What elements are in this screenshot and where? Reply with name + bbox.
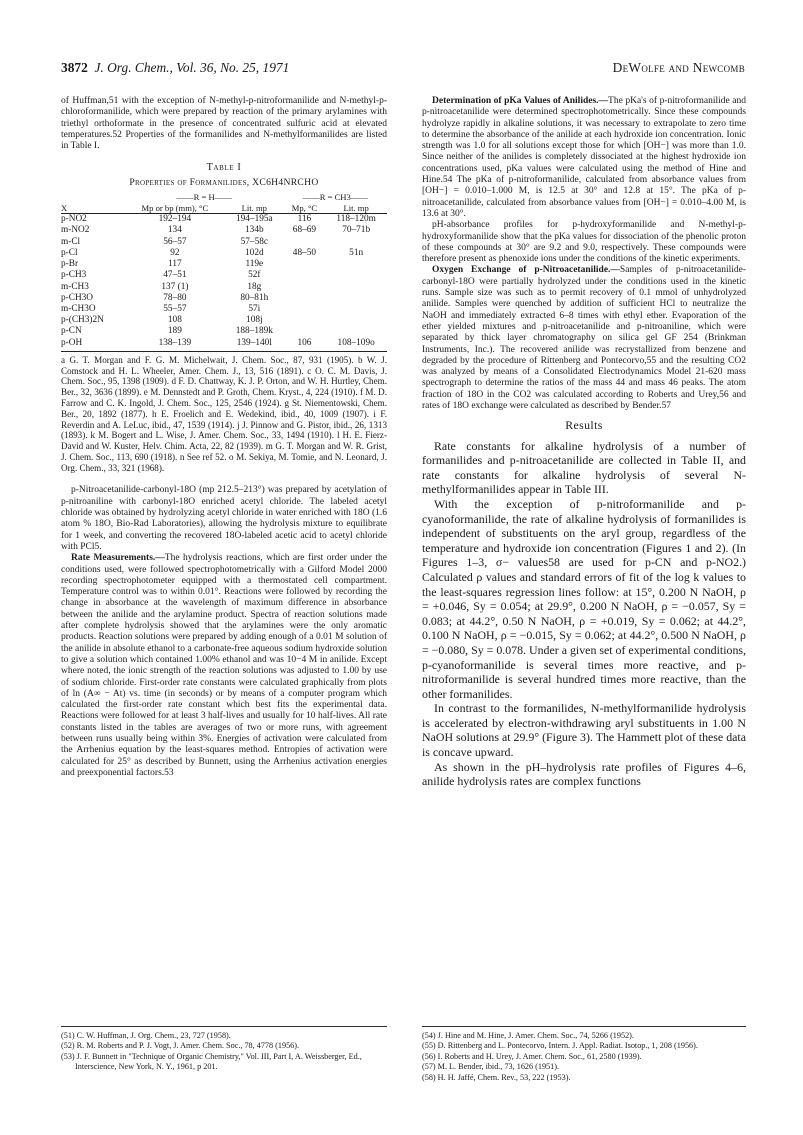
- table-row: [61, 225, 387, 236]
- cell-substituent: p-Cl: [61, 247, 78, 258]
- table-row: [61, 259, 387, 270]
- cell-mp-bp: 117: [168, 259, 182, 270]
- cell-lit-mp-methyl: [325, 270, 387, 281]
- table-title: Table I: [206, 162, 242, 174]
- table-row: [61, 270, 387, 281]
- reference-item: (58) H. H. Jaffé, Chem. Rev., 53, 222 (1953).: [422, 1072, 571, 1082]
- table-row: [61, 237, 387, 248]
- table-footnotes: a G. T. Morgan and F. G. M. Michelwait, J. Chem. Soc., 87, 931 (1905). b W. J. Comstock and H. L. Wheeler, Amer. Chem. J., 13, 516 (1891). c O. C. M. Davis, J. Chem. Soc., 95, 1398 (1909). d F. D. Chattway, K. J. P. Orton, and W. H. Hurtley, Chem. Ber., 32, 3636 (1899). e M. Dennstedt and P. Groth, Chem. Kryst., 4, 224 (1910). f M. D. Farrow and C. K. Ingold, J. Chem. Soc., 125, 2546 (1924). g St. Niementowski, Chem. Ber., 20, 1892 (1877). h E. Froelich and E. Wedekind, ibid., 40, 1009 (1907). i F. Reverdin and A. LeLuc, ibid., 47, 1539 (1914). j J. Pinnow and G. Pistor, ibid., 26, 1313 (1893). k M. Bogert and L. Wise, J. Amer. Chem. Soc., 33, 1494 (1910). l H. E. Fierz-David and W. Kuster, Helv. Chim. Acta, 22, 82 (1939). m G. T. Morgan and W. R. Grist, J. Chem. Soc., 113, 690 (1918). n See ref 52. o M. Sekiya, M. Tomie, and N. Leonard, J. Org. Chem., 33, 321 (1968).: [61, 354, 387, 473]
- col-header-lit-mp-2: Lit. mp: [325, 203, 387, 214]
- header-citation: [61, 60, 289, 76]
- cell-lit-mp: 80–81h: [240, 292, 269, 303]
- results-body: [422, 439, 746, 789]
- table-row: [61, 326, 387, 337]
- cell-mp-bp: 138–139: [125, 338, 225, 352]
- oxygen-exchange-heading: Oxygen Exchange of p-Nitroacetanilide.—: [432, 265, 620, 276]
- col-header-mp: Mp, °C: [284, 203, 326, 214]
- cell-mp-bp: 47–51: [163, 270, 187, 281]
- cell-substituent: m-NO2: [61, 225, 90, 236]
- cell-lit-mp: 194–195a: [235, 214, 273, 225]
- cell-mp-bp: 189: [167, 326, 182, 337]
- rate-measurements-heading: Rate Measurements.—: [71, 553, 165, 564]
- cell-mp-bp: 55–57: [163, 303, 187, 314]
- table-row: [61, 315, 387, 326]
- reference-item: (55) D. Rittenberg and L. Pontecorvo, Intern. J. Appl. Radiat. Isotop., 1, 208 (1956).: [422, 1041, 698, 1051]
- cell-lit-mp: 108j: [246, 315, 263, 326]
- cell-substituent: m-Cl: [61, 236, 81, 247]
- page-header: [61, 60, 745, 80]
- cell-lit-mp-methyl: [325, 326, 387, 337]
- cell-mp-methyl: [284, 326, 326, 337]
- cell-substituent: m-CH3O: [61, 303, 96, 314]
- cell-mp-bp: 192–194: [158, 214, 192, 225]
- cell-lit-mp: 119e: [245, 259, 264, 270]
- results-paragraph-1: Rate constants for alkaline hydrolysis of a number of formanilides and p-nitroacetanilide are collected in Table II, and rate constants for alkaline hydrolysis of several N-methylformanilides appear in Table III.: [422, 438, 746, 497]
- cell-mp-methyl: [284, 282, 326, 293]
- results-paragraph-2: With the exception of p-nitroformanilide and p-cyanoformanilide, the rate of alkaline hydrolysis of formanilides is independent of substituents on the aryl group, regardless of the temperature and hydroxide ion concentration (Figures 1 and 2). (In Figures 1–3, σ− values58 are used for p-CN and p-NO2.) Calculated ρ values and standard errors of fit of the log k values to the least-squares regression lines follow: at 15°, 0.200 N NaOH, ρ = +0.046, Sy = 0.054; at 29.9°, 0.200 N NaOH, ρ = −0.057, Sy = 0.083; at 44.2°, 0.50 N NaOH, ρ = +0.019, Sy = 0.062; at 44.2°, 0.100 N NaOH, ρ = −0.015, Sy = 0.062; at 44.2°, 0.500 N NaOH, ρ = −0.080, Sy = 0.078. Under a given set of experimental conditions, p-cyanoformanilide is several times more reactive, and p-nitroformanilide is several hundred times more reactive, than the other formanilides.: [422, 496, 746, 701]
- reference-item: (56) I. Roberts and H. Urey, J. Amer. Chem. Soc., 61, 2580 (1939).: [422, 1051, 642, 1061]
- cell-lit-mp-methyl: 118–120m: [336, 214, 376, 225]
- cell-mp-bp: 56–57: [163, 236, 187, 247]
- results-paragraph-3: In contrast to the formanilides, N-methylformanilide hydrolysis is accelerated by electron-withdrawing aryl substituents in 1.00 N NaOH solutions at 29.9° (Figure 3). The Hammett plot of these data is concave upward.: [422, 701, 746, 760]
- cell-mp-bp: 108: [167, 315, 182, 326]
- rate-measurements-paragraph: [61, 553, 387, 779]
- cell-lit-mp-methyl: [325, 237, 387, 248]
- cell-mp-methyl: [284, 315, 326, 326]
- reference-item: (53) J. F. Bunnett in "Technique of Organic Chemistry," Vol. III, Part I, A. Weissberger, Ed., Interscience, New York, N. Y., 1961, p 201.: [61, 1051, 362, 1072]
- page-number: 3872: [61, 60, 88, 75]
- cell-lit-mp: 188–189k: [235, 326, 273, 337]
- group-header-h: ——R = H——: [176, 192, 232, 203]
- left-column: [61, 96, 387, 779]
- right-column: [422, 96, 746, 789]
- cell-lit-mp-methyl: [325, 293, 387, 304]
- cell-mp-methyl: [284, 304, 326, 315]
- cell-lit-mp: 134b: [245, 225, 264, 236]
- group-header-ch3: ——R = CH3——: [302, 192, 369, 203]
- col-header-x: X: [61, 203, 125, 214]
- table-row: [61, 214, 387, 226]
- cell-lit-mp-methyl: [325, 259, 387, 270]
- cell-mp-methyl: [284, 270, 326, 281]
- properties-table: [61, 192, 387, 352]
- cell-mp-bp: 134: [167, 225, 182, 236]
- table-row: [61, 248, 387, 259]
- cell-lit-mp-methyl: 51n: [349, 247, 364, 258]
- cell-mp-methyl: 116: [297, 214, 312, 225]
- table-row: [61, 304, 387, 315]
- pka-paragraph: [422, 96, 746, 220]
- col-header-mp-bp: Mp or bp (mm), °C: [125, 203, 225, 214]
- volume-issue: Vol. 36, No. 25, 1971: [176, 60, 290, 75]
- cell-mp-methyl: [284, 259, 326, 270]
- cell-substituent: p-CH3O: [61, 292, 94, 303]
- cell-substituent: p-(CH3)2N: [61, 315, 104, 326]
- reference-item: (51) C. W. Huffman, J. Org. Chem., 23, 727 (1958).: [61, 1031, 231, 1040]
- cell-mp-bp: 92: [170, 247, 180, 258]
- journal-name: J. Org. Chem.,: [94, 60, 173, 75]
- cell-substituent: p-OH: [61, 338, 125, 352]
- pka-heading: Determination of pKa Values of Anilides.—: [432, 96, 609, 106]
- table-caption: Properties of Formanilides, XC6H4NRCHO: [129, 176, 319, 188]
- cell-mp-methyl: 106: [284, 338, 326, 352]
- pka-text: The pKa's of p-nitroformanilide and p-nitroacetanilide were determined spectrophotometrically. Since these compounds hydrolyze rapidly in alkaline solutions, it was necessary to extrapolate to zero time to determine the absorbance of the anilide at each hydroxide ion concentration. Ionic strength was 1.0 for all solutions except those for which [OH−] was more than 1.0. Since neither of the anilides is completely dissociated at the highest hydroxide ion concentrations used, pKa values were calculated using the method of Hine and Hine.54 The pKa of p-nitroformanilide, calculated from absorbance values from [OH−] = 0.010–1.000 M, is 12.5 at 30° and 12.8 at 15°. The pKa of p-nitroacetanilide, calculated from absorbance values from [OH−] = 0.010–4.00 M, is 13.6 at 30°.: [422, 96, 746, 219]
- cell-lit-mp: 139–140l: [225, 338, 283, 352]
- cell-lit-mp-methyl: [325, 304, 387, 315]
- cell-mp-methyl: 68–69: [292, 225, 317, 236]
- rate-measurements-text: The hydrolysis reactions, which are first order under the conditions used, were followed spectrophotometrically with a Gilford Model 2000 recording spectrophotometer equipped with a thermostated cell compartment. Temperature control was to within 0.01°. Reactions were followed by recording the change in absorbance at the wavelength of maximum difference in absorbance between the anilide and the arylamine product. Spectra of reaction solutions made after complete hydrolysis showed that the arylamines were the only aromatic products. Reaction solutions were prepared by adding enough of a 0.01 M solution of the anilide in absolute ethanol to a carbonate-free aqueous sodium hydroxide solution to give a solution which contained 1.00% ethanol and was 10−4 M in anilide. Except where noted, the ionic strength of the reaction solutions was adjusted to 1.00 by use of sodium chloride. First-order rate constants were calculated graphically from plots of ln (A∞ − At) vs. time (in seconds) or by means of a computer program which calculated the first-order rate constant which best fits the experimental data. Reactions were followed for at least 3 half-lives and usually for 10 half-lives. All rate constants listed in the tables are averages of two or more runs, with agreement between runs usually being within 3%. Energies of activation were calculated from the Arrhenius equation by the least-squares method. Entropies of activation were calculated for 25° as described by Bunnett, using the Arrhenius activation energies and preexponential factors.53: [61, 553, 387, 778]
- cell-mp-methyl: 48–50: [292, 247, 317, 258]
- cell-substituent: p-Br: [61, 259, 79, 270]
- table-row: [61, 293, 387, 304]
- cell-mp-methyl: [284, 293, 326, 304]
- cell-lit-mp: 57i: [248, 303, 261, 314]
- cell-lit-mp-methyl: [325, 315, 387, 326]
- references-left: [61, 1026, 387, 1073]
- cell-lit-mp-methyl: 70–71b: [342, 225, 371, 236]
- cell-lit-mp: 52f: [248, 270, 261, 281]
- cell-lit-mp: 102d: [245, 247, 264, 258]
- cell-lit-mp: 57–58c: [240, 236, 268, 247]
- cell-mp-bp: 137 (1): [161, 281, 189, 292]
- cell-lit-mp-methyl: [325, 282, 387, 293]
- cell-substituent: p-NO2: [61, 214, 87, 225]
- col-header-lit-mp: Lit. mp: [225, 203, 283, 214]
- cell-mp-methyl: [284, 237, 326, 248]
- references-right: [422, 1026, 746, 1083]
- oxygen-exchange-paragraph: [422, 265, 746, 412]
- cell-lit-mp: 18g: [247, 281, 262, 292]
- cell-substituent: p-CH3: [61, 270, 87, 281]
- cell-substituent: m-CH3: [61, 281, 89, 292]
- intro-paragraph: of Huffman,51 with the exception of N-methyl-p-nitroformanilide and N-methyl-p-chloroformanilide, which were prepared by reaction of the primary arylamines with triethyl orthoformate in the presence of concentrated sulfuric acid at elevated temperatures.52 Properties of the formanilides and N-methylformanilides are listed in Table I.: [61, 96, 387, 152]
- reference-item: (57) M. L. Bender, ibid., 73, 1626 (1951).: [422, 1062, 560, 1072]
- cell-mp-bp: 78–80: [163, 292, 187, 303]
- reference-item: (52) R. M. Roberts and P. J. Vogt, J. Amer. Chem. Soc., 78, 4778 (1956).: [61, 1041, 300, 1051]
- cell-substituent: p-CN: [61, 326, 82, 337]
- cell-lit-mp-methyl: 108–109o: [325, 338, 387, 352]
- results-paragraph-4: As shown in the pH–hydrolysis rate profiles of Figures 4–6, anilide hydrolysis rates are complex functions: [422, 759, 746, 789]
- results-heading: Results: [565, 418, 603, 433]
- table-row: [61, 338, 387, 352]
- nitroacetanilide-paragraph: p-Nitroacetanilide-carbonyl-18O (mp 212.5–213°) was prepared by acetylation of p-nitroaniline with carbonyl-18O enriched acetyl chloride. The labeled acetyl chloride was obtained by hydrolyzing acetyl chloride in water enriched with 18O (1.6 atom % 18O, Bio-Rad Laboratories), allowing the hydrolysis mixture to equilibrate for 1 week, and converting the recovered 18O-labeled acetic acid to acetyl chloride with PCl5.: [61, 485, 387, 552]
- ph-absorbance-paragraph: pH-absorbance profiles for p-hydroxyformanilide and N-methyl-p-hydroxyformanilide show that the pKa values for dissociation of the phenolic proton of these compounds at 30° are 9.2 and 9.0, respectively. These compounds were therefore present as phenoxide ions under the conditions of the kinetic experiments.: [422, 220, 746, 265]
- table-body: [61, 214, 387, 351]
- oxygen-exchange-text: Samples of p-nitroacetanilide-carbonyl-18O were partially hydrolyzed under the conditions used in the kinetic runs. Sample size was such as to permit recovery of 0.1 mmol of unhydrolyzed anilide. Samples were quenched by addition of sufficient HCl to neutralize the NaOH and immediately extracted 6–8 times with ethyl ether. Evaporation of the ether yielded mixtures and p-nitroacetanilide and p-nitroaniline, which were separated by thick layer chromatography on silica gel GF 254 (Brinkman Instruments, Inc.). The recovered anilide was recrystallized from benzene and degraded by the procedure of Rittenberg and Pontecorvo,55 and the resulting CO2 was analyzed by means of a Consolidated Electrodynamics Model 21-620 mass spectrograph to determine the ratios of the mass 44 and mass 46 peaks. The atom fraction of 18O in the CO2 was calculated according to Roberts and Urey,56 and rates of 18O exchange were calculated as described by Bender.57: [422, 265, 746, 412]
- reference-item: (54) J. Hine and M. Hine, J. Amer. Chem. Soc., 74, 5266 (1952).: [422, 1031, 634, 1040]
- table-row: [61, 282, 387, 293]
- header-authors: DeWolfe and Newcomb: [612, 60, 745, 75]
